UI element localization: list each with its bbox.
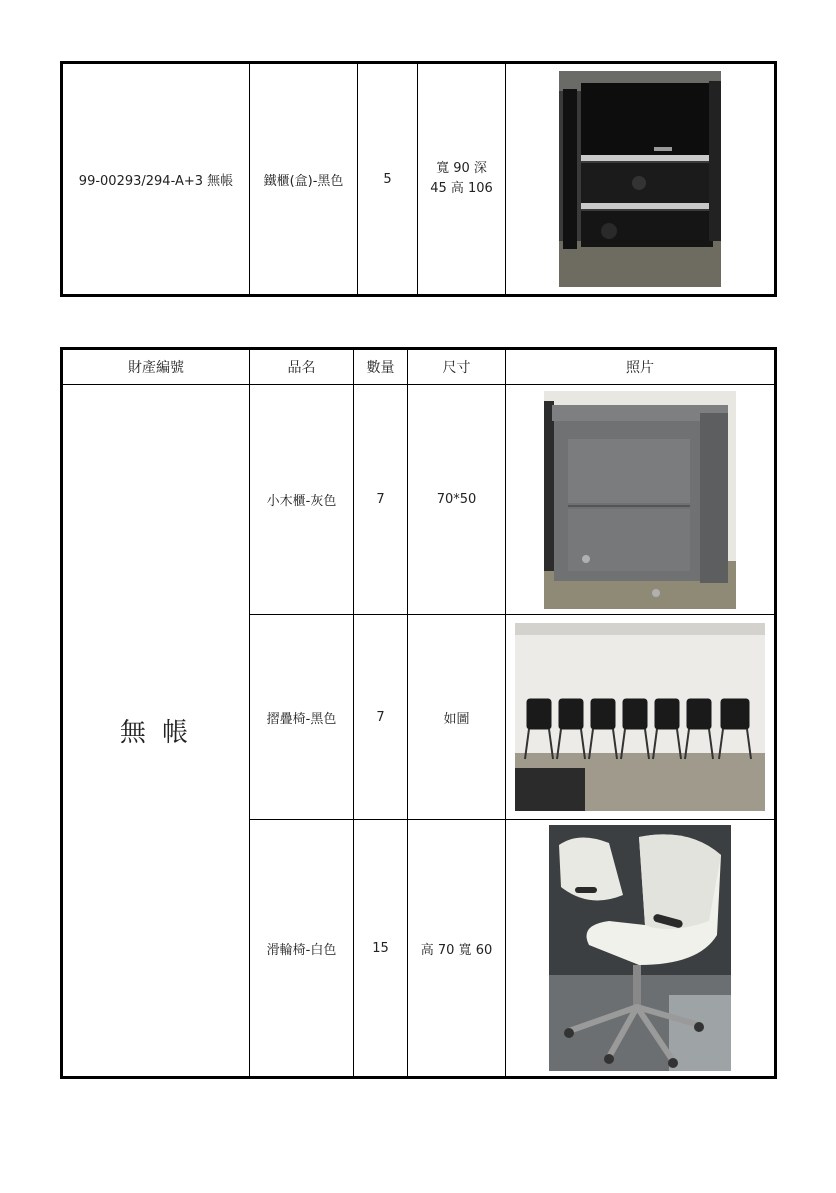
- size: 高 70 寬 60: [420, 942, 493, 958]
- merged-property-number-cell: [62, 385, 250, 1078]
- quantity-cell: [354, 820, 408, 1078]
- header-row: [62, 349, 776, 385]
- item-name-cell: [250, 385, 354, 615]
- header-quantity: 數量: [354, 349, 408, 385]
- size: 如圖: [443, 711, 470, 727]
- header-photo: 照片: [506, 349, 776, 385]
- table-row: [62, 63, 776, 296]
- gray-wood-cabinet-photo: [544, 391, 736, 609]
- item-name: 小木櫃-灰色: [266, 494, 337, 509]
- item-name: 滑輪椅-白色: [266, 942, 337, 958]
- property-number-cell: [62, 63, 250, 296]
- quantity: 5: [383, 171, 392, 187]
- header-size: 尺寸: [408, 349, 506, 385]
- white-swivel-chair-photo: [549, 825, 731, 1071]
- size-line-2: 45 高 106: [430, 181, 493, 196]
- item-name-cell: [250, 820, 354, 1078]
- black-metal-cabinet-photo: [559, 71, 721, 287]
- photo-cell: [506, 615, 776, 820]
- property-number: 99-00293/294-A+3 無帳: [78, 173, 234, 189]
- item-name: 鐵櫃(盒)-黑色: [263, 173, 344, 189]
- header-item-name: 品名: [250, 349, 354, 385]
- quantity: 15: [372, 940, 389, 956]
- item-name: 摺疊椅-黑色: [266, 711, 337, 727]
- size-cell: [408, 615, 506, 820]
- size-cell: [408, 820, 506, 1078]
- black-folding-chairs-photo: [515, 623, 765, 811]
- photo-cell: [506, 63, 776, 296]
- photo-cell: [506, 385, 776, 615]
- item-name-cell: [250, 615, 354, 820]
- quantity-cell: [354, 385, 408, 615]
- size-cell: [408, 385, 506, 615]
- quantity-cell: [358, 63, 418, 296]
- asset-table-main: [60, 347, 777, 1079]
- quantity: 7: [376, 492, 385, 507]
- size: 70*50: [436, 492, 477, 507]
- merged-property-number: 無 帳: [119, 718, 193, 748]
- size-cell: [418, 63, 506, 296]
- photo-cell: [506, 820, 776, 1078]
- table-row: [62, 385, 776, 615]
- quantity: 7: [376, 709, 385, 725]
- asset-table-top: [60, 61, 777, 297]
- quantity-cell: [354, 615, 408, 820]
- item-name-cell: [250, 63, 358, 296]
- header-property-number: 財產編號: [62, 349, 250, 385]
- size-line-1: 寬 90 深: [436, 161, 487, 176]
